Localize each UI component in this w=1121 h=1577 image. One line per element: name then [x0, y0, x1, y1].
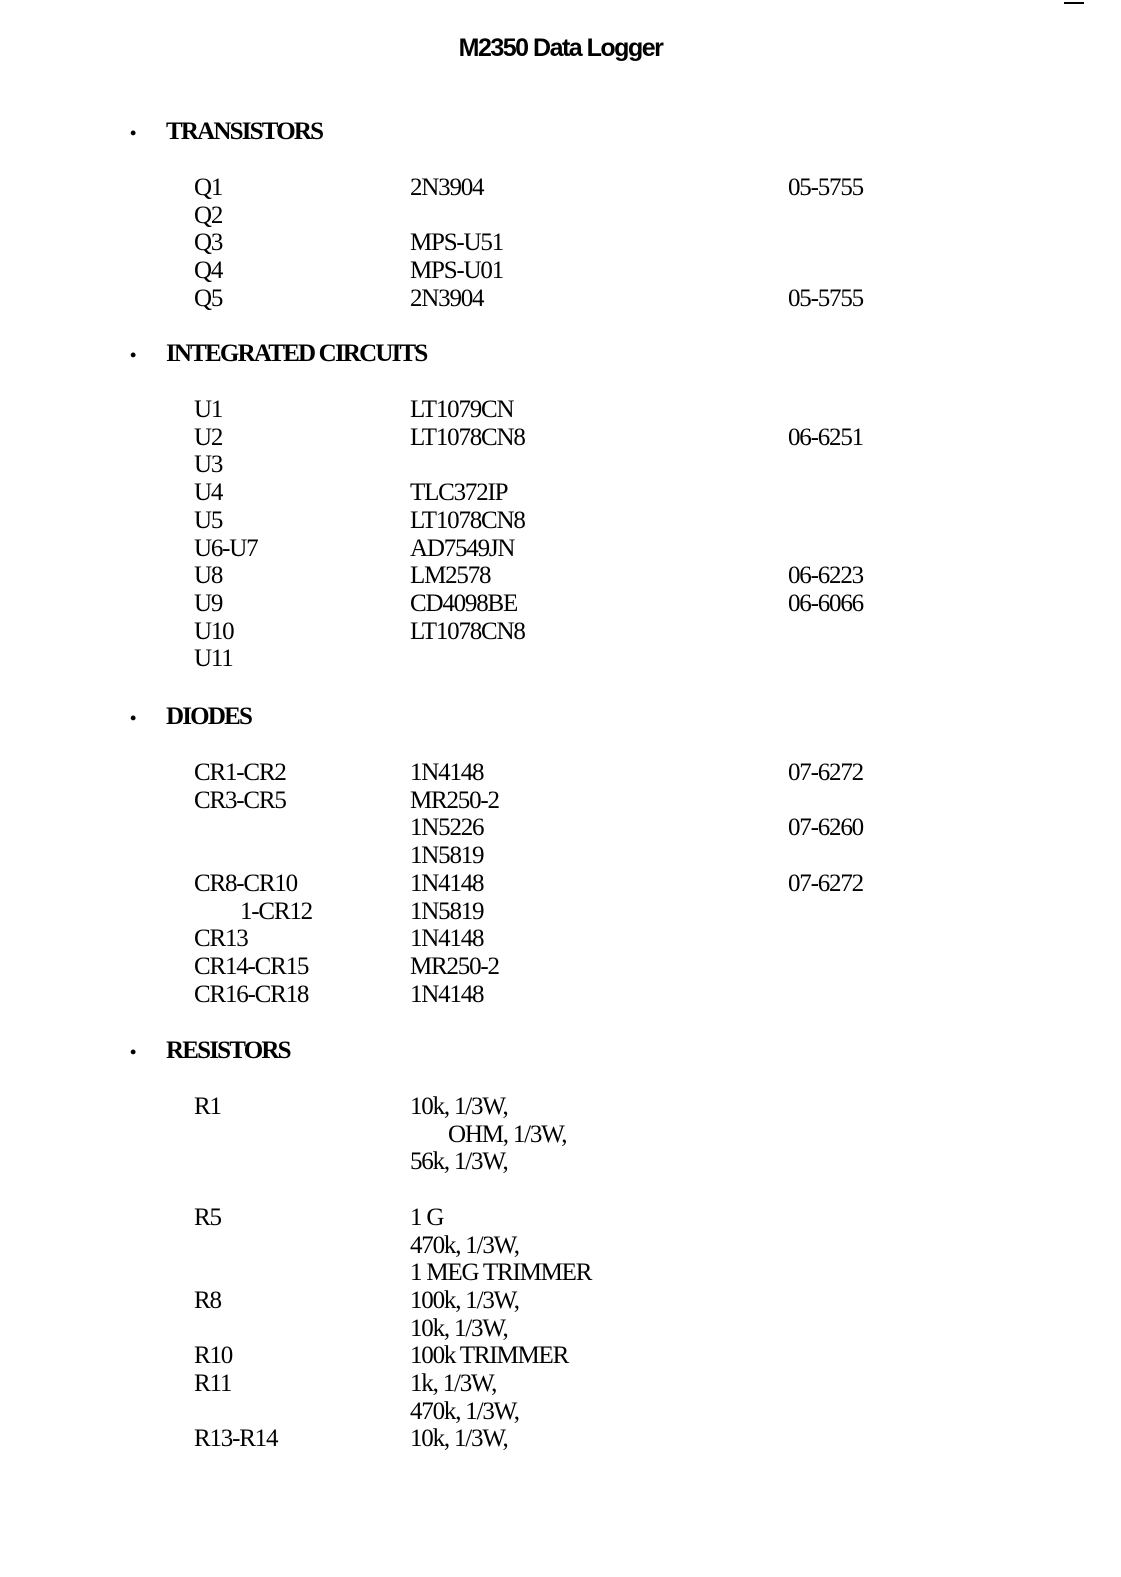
row-part: LT1079CN [410, 396, 514, 423]
row-part: 10k, 1/3W, [410, 1314, 508, 1342]
corner-mark [1064, 2, 1084, 4]
section-heading-text: INTEGRATED CIRCUITS [166, 340, 427, 367]
row-part: LT1078CN8 [410, 617, 525, 645]
table-row [0, 1232, 1121, 1260]
row-ref: U2 [194, 423, 223, 451]
row-part: 56k, 1/3W, [410, 1148, 508, 1176]
table-row [0, 174, 1121, 202]
row-ref: U1 [194, 396, 223, 423]
row-ref: CR14-CR15 [194, 952, 309, 980]
row-part: CD4098BE [410, 589, 518, 617]
section-heading-text: RESISTORS [166, 1037, 290, 1064]
row-ref: U10 [194, 617, 234, 645]
row-code: 05-5755 [788, 284, 863, 312]
row-part: 1N4148 [410, 925, 484, 953]
row-part: 1N5819 [410, 842, 484, 870]
row-ref: CR13 [194, 925, 248, 953]
row-part: 1k, 1/3W, [410, 1370, 497, 1397]
row-part: TLC372IP [410, 479, 508, 507]
row-ref: Q3 [194, 229, 223, 257]
table-row [0, 759, 1121, 787]
bullet-icon: • [130, 344, 135, 365]
row-part: 100k TRIMMER [410, 1342, 569, 1370]
table-row [0, 618, 1121, 646]
row-ref: 1-CR12 [240, 897, 312, 925]
table-row [0, 590, 1121, 618]
row-ref: R11 [194, 1370, 232, 1397]
table-row [0, 925, 1121, 953]
bullet-icon: • [130, 122, 135, 143]
row-ref: U11 [194, 645, 233, 673]
row-ref: R5 [194, 1203, 221, 1231]
row-ref: U3 [194, 451, 223, 479]
table-row [0, 981, 1121, 1009]
table-row [0, 1093, 1121, 1121]
row-ref: Q4 [194, 257, 223, 285]
row-code: 06-6223 [788, 562, 863, 590]
table-row [0, 787, 1121, 815]
table-row [0, 1176, 1121, 1204]
row-ref: R10 [194, 1342, 233, 1370]
row-part: 10k, 1/3W, [410, 1425, 508, 1453]
row-part: AD7549JN [410, 534, 515, 562]
row-ref: R1 [194, 1093, 221, 1120]
row-ref: CR3-CR5 [194, 786, 286, 814]
table-row [0, 285, 1121, 313]
table-row [0, 1398, 1121, 1426]
table-row [0, 1425, 1121, 1453]
row-part: LM2578 [410, 562, 491, 590]
row-part: 2N3904 [410, 174, 484, 201]
row-part: 1N4148 [410, 869, 484, 897]
table-row [0, 1204, 1121, 1232]
row-ref: CR1-CR2 [194, 759, 286, 786]
row-code: 06-6066 [788, 589, 863, 617]
table-row [0, 424, 1121, 452]
table-row [0, 1148, 1121, 1176]
row-part: 100k, 1/3W, [410, 1286, 519, 1314]
row-ref: Q2 [194, 201, 223, 229]
bullet-icon: • [130, 1041, 135, 1062]
table-row [0, 1370, 1121, 1398]
row-ref: CR8-CR10 [194, 869, 297, 897]
row-part: 1N5226 [410, 814, 484, 842]
row-ref: U9 [194, 589, 223, 617]
table-row [0, 953, 1121, 981]
row-part: 1N5819 [410, 897, 484, 925]
table-row [0, 1121, 1121, 1149]
table-row [0, 257, 1121, 285]
table-row [0, 814, 1121, 842]
row-part: MR250-2 [410, 952, 499, 980]
table-row [0, 535, 1121, 563]
row-part: 2N3904 [410, 284, 484, 312]
table-row [0, 507, 1121, 535]
table-row [0, 870, 1121, 898]
table-row [0, 562, 1121, 590]
row-part: 1 G [410, 1203, 444, 1231]
document-title: M2350 Data Logger [458, 34, 663, 62]
row-part: MR250-2 [410, 786, 499, 814]
table-row [0, 396, 1121, 424]
section-heading [130, 118, 322, 146]
table-row [0, 1259, 1121, 1287]
table-row [0, 898, 1121, 926]
row-part: 470k, 1/3W, [410, 1397, 519, 1425]
table-row [0, 842, 1121, 870]
table-row [0, 229, 1121, 257]
row-code: 07-6260 [788, 814, 863, 842]
row-ref: U5 [194, 506, 223, 534]
bullet-icon: • [130, 707, 135, 728]
row-part: 1N4148 [410, 759, 484, 786]
row-ref: CR16-CR18 [194, 980, 309, 1008]
row-code: 06-6251 [788, 423, 863, 451]
row-ref: R13-R14 [194, 1425, 278, 1453]
row-part: MPS-U51 [410, 229, 504, 257]
row-ref: U6-U7 [194, 534, 258, 562]
row-part: MPS-U01 [410, 257, 504, 285]
row-part: 470k, 1/3W, [410, 1231, 519, 1259]
section-heading [130, 340, 427, 368]
row-ref: U4 [194, 479, 223, 507]
table-row [0, 451, 1121, 479]
row-part: OHM, 1/3W, [448, 1120, 567, 1148]
row-ref: R8 [194, 1286, 221, 1314]
row-code: 05-5755 [788, 174, 863, 201]
row-part: LT1078CN8 [410, 506, 525, 534]
table-row [0, 645, 1121, 673]
table-row [0, 1287, 1121, 1315]
table-row [0, 1315, 1121, 1343]
row-ref: U8 [194, 562, 223, 590]
row-ref: Q5 [194, 284, 223, 312]
table-row [0, 479, 1121, 507]
row-part: 1 MEG TRIMMER [410, 1259, 592, 1287]
row-part: 1N4148 [410, 980, 484, 1008]
row-code: 07-6272 [788, 759, 863, 786]
section-heading [130, 703, 251, 731]
table-row [0, 1342, 1121, 1370]
row-part: LT1078CN8 [410, 423, 525, 451]
section-heading-text: DIODES [166, 703, 252, 730]
row-ref: Q1 [194, 174, 223, 201]
section-heading-text: TRANSISTORS [166, 118, 323, 145]
row-code: 07-6272 [788, 869, 863, 897]
row-part: 10k, 1/3W, [410, 1093, 508, 1120]
section-heading [130, 1037, 290, 1065]
table-row [0, 202, 1121, 230]
